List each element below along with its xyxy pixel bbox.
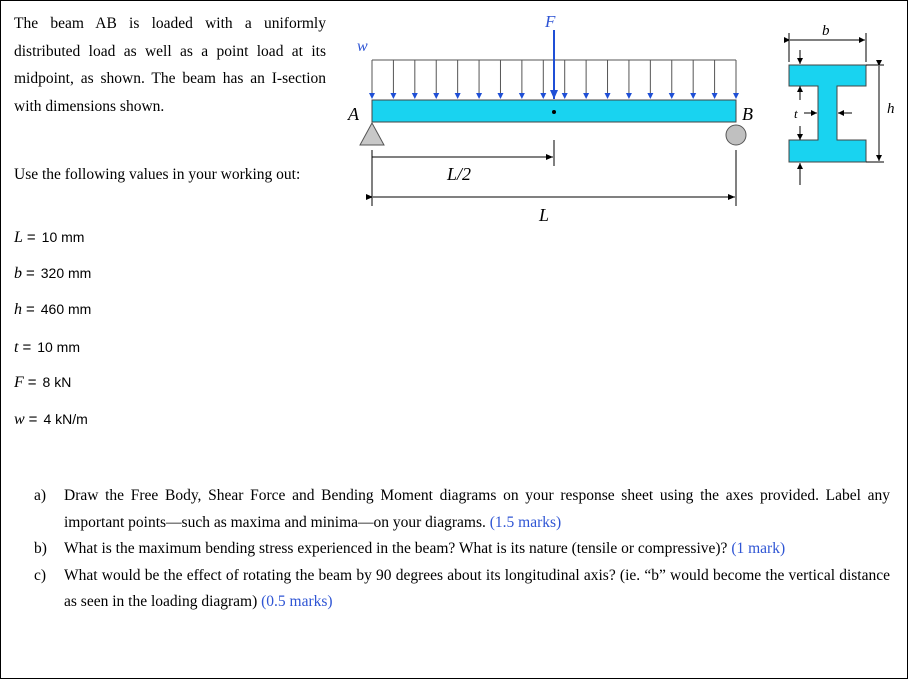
questions-list [34,483,890,616]
distributed-load-arrowhead [605,93,611,99]
question-label: a) [34,487,47,504]
value-symbol: t [14,339,19,356]
length-label: L [539,205,550,225]
distributed-load-arrowhead [690,93,696,99]
distributed-load-arrowhead [712,93,718,99]
value-amount: 10 mm [37,339,81,355]
distributed-load-arrowhead [733,93,739,99]
value-amount: 460 mm [40,301,92,317]
value-row-b: b = 320 mm [14,265,92,282]
problem-intro: The beam AB is loaded with a uniformly distributed load as well as a point load at its midpoint, as shown. The beam has an I-section with dimensions shown. [14,15,326,115]
value-row-t: t = 10 mm [14,339,81,356]
roller-support-icon [726,125,746,145]
beam-midpoint-dot [552,110,556,114]
question-b [34,536,890,563]
question-marks: (1 mark) [731,540,786,557]
distributed-load-label: w [357,38,368,55]
value-row-L: L = 10 mm [14,229,85,246]
thickness-t-label: t [794,106,798,121]
value-symbol: b [14,265,22,282]
value-row-F: F = 8 kN [14,374,72,391]
i-section-shape [789,65,866,162]
distributed-load-arrowhead [369,93,375,99]
distributed-load-arrowhead [540,93,546,99]
question-marks: (1.5 marks) [489,513,562,531]
question-label: b) [34,540,47,557]
distributed-load-arrowhead [647,93,653,99]
value-amount: 10 mm [41,229,85,245]
value-row-w: w = 4 kN/m [14,411,88,428]
question-label: c) [34,566,47,584]
value-symbol: L [14,229,23,246]
question-c [34,563,890,616]
value-symbol: w [14,411,25,428]
question-text: What is the maximum bending stress experienced in the beam? What is its nature (tensile or compressive)? [64,540,728,557]
half-length-label: L/2 [447,164,472,184]
distributed-load-arrowhead [412,93,418,99]
use-values-text: Use the following values in your working out: [14,166,301,183]
distributed-load-arrowhead [669,93,675,99]
beam-diagram [330,0,753,230]
value-row-h: h = 460 mm [14,301,92,318]
question-a [34,483,890,536]
distributed-load-arrowhead [390,93,396,99]
value-amount: 8 kN [42,374,72,390]
distributed-load-arrowhead [519,93,525,99]
value-symbol: F [14,374,24,391]
value-amount: 320 mm [40,265,92,281]
distributed-load-arrowhead [497,93,503,99]
distributed-load-arrowhead [455,93,461,99]
question-text: What would be the effect of rotating the beam by 90 degrees about its longitudinal axis? (ie. “b” would become the vertical distance as seen in the loading diagram) [64,566,890,610]
height-h-label: h [887,101,895,117]
distributed-load-arrowhead [562,93,568,99]
distributed-load-arrowhead [476,93,482,99]
i-section-diagram [775,0,900,200]
question-text: Draw the Free Body, Shear Force and Bending Moment diagrams on your response sheet using the axes provided. Label any important points—such as maxima and minima—on your diagrams. [64,487,890,531]
question-marks: (0.5 marks) [261,593,333,610]
distributed-load-arrowhead [626,93,632,99]
distributed-load-arrowhead [433,93,439,99]
pin-support-icon [360,123,384,145]
value-amount: 4 kN/m [43,411,88,427]
distributed-load-arrowhead [583,93,589,99]
width-b-label: b [822,23,830,39]
support-b-label: B [742,104,753,124]
value-symbol: h [14,301,22,318]
point-load-label: F [545,12,556,31]
support-a-label: A [348,104,359,124]
